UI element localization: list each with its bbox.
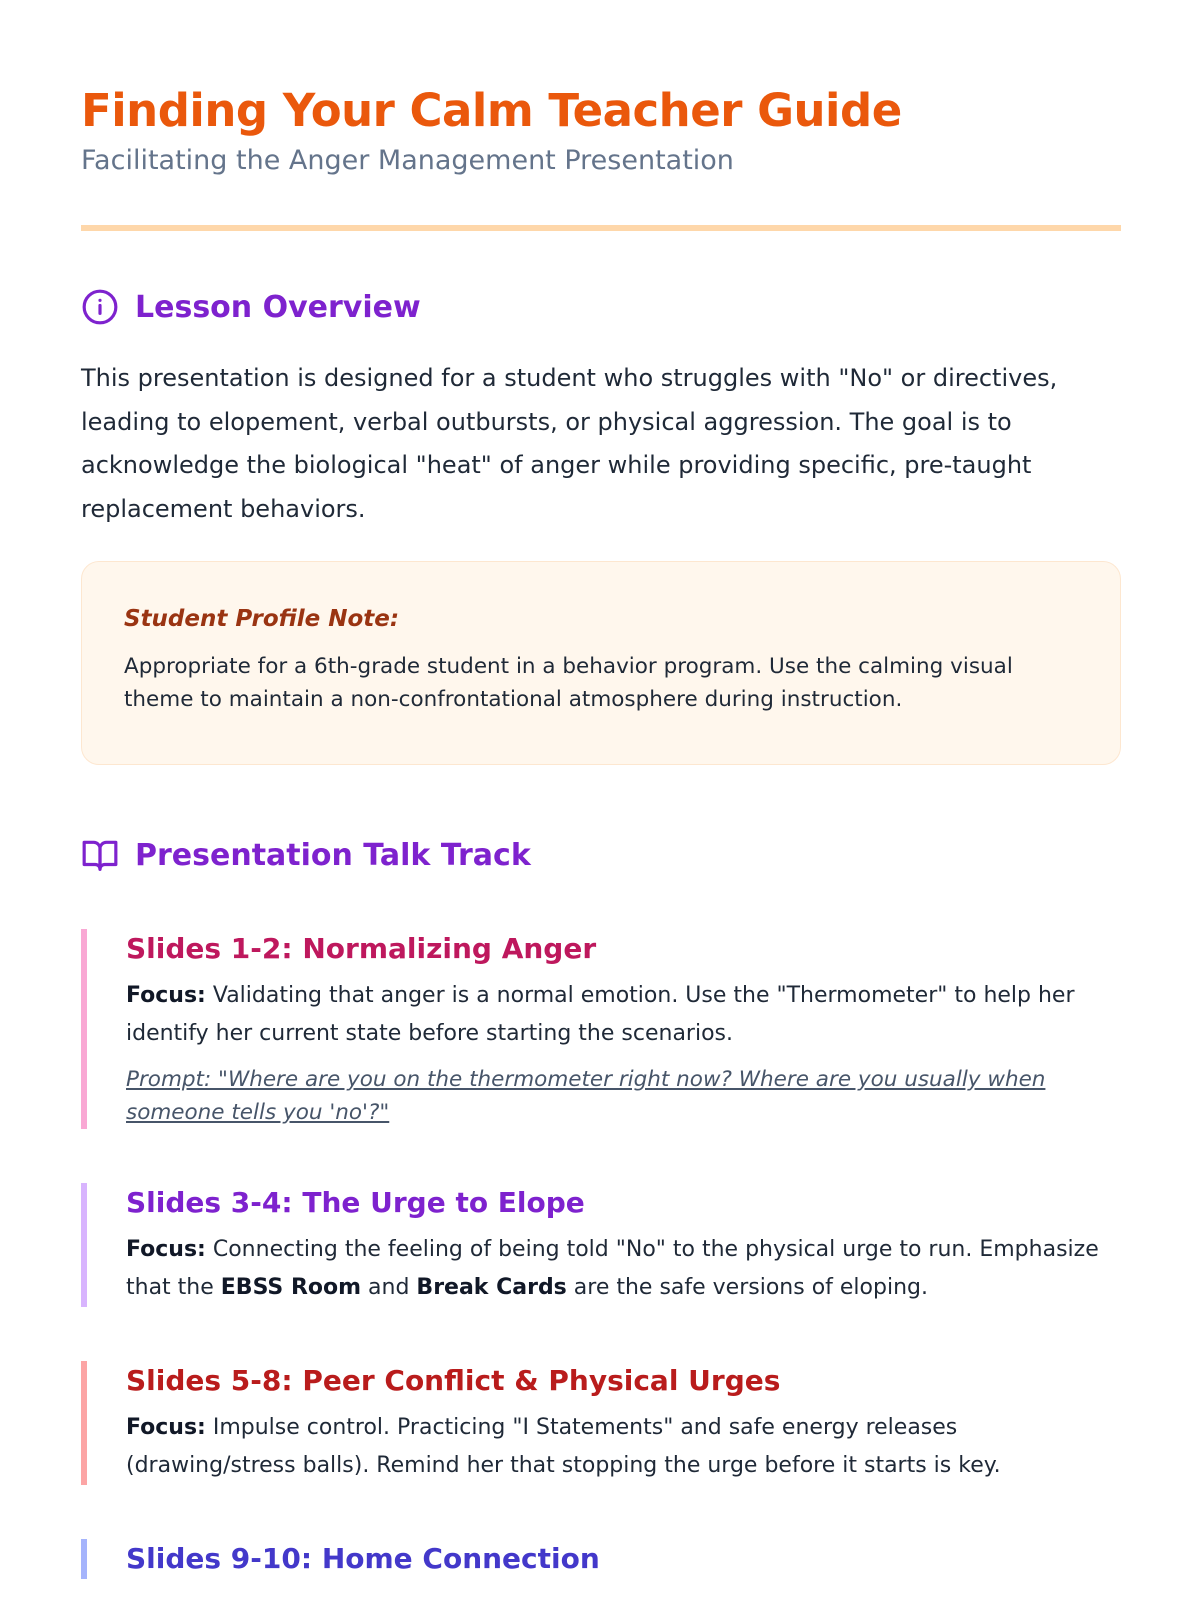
info-circle-icon xyxy=(81,288,119,326)
open-book-icon xyxy=(81,836,119,874)
slide-section-home-connection xyxy=(81,1539,1121,1579)
talk-track-label: Presentation Talk Track xyxy=(135,837,531,873)
lesson-overview-heading xyxy=(81,287,1119,327)
slide-section-urge-to-elope xyxy=(81,1183,1121,1307)
slide-section-peer-conflict xyxy=(81,1361,1121,1485)
focus-text: are the safe versions of eloping. xyxy=(566,1275,928,1300)
focus-text: Connecting the feeling of being told "No" to the physical urge to run. Emphasize that the xyxy=(126,1237,1099,1300)
page-title: Finding Your Calm Teacher Guide xyxy=(81,84,902,137)
ebss-room-term: EBSS Room xyxy=(220,1275,362,1300)
focus-text: Validating that anger is a normal emotion. Use the "Thermometer" to help her identify her current state before starting the scenarios. xyxy=(126,983,1075,1046)
focus-text: Impulse control. Practicing "I Statements" and safe energy releases (drawing/stress balls). Remind her that stopping the urge before it starts is key. xyxy=(126,1415,1001,1478)
focus-label: Focus: xyxy=(126,1237,206,1262)
lesson-overview-label: Lesson Overview xyxy=(135,289,421,325)
focus-label: Focus: xyxy=(126,983,206,1008)
talk-track-heading xyxy=(81,835,1119,875)
page-subtitle: Facilitating the Anger Management Presentation xyxy=(81,145,734,176)
focus-label: Focus: xyxy=(126,1415,206,1440)
slide-accent-bar xyxy=(81,1361,87,1485)
focus-text: and xyxy=(361,1275,417,1300)
slide-accent-bar xyxy=(81,1539,87,1579)
slide-title: Slides 9-10: Home Connection xyxy=(126,1542,600,1575)
slide-title: Slides 1-2: Normalizing Anger xyxy=(126,932,597,965)
profile-note-text: Appropriate for a 6th-grade student in a behavior program. Use the calming visual theme to maintain a non-confrontational atmosphere during instruction. xyxy=(124,654,1013,712)
lesson-overview-text: This presentation is designed for a student who struggles with "No" or directives, leading to elopement, verbal outbursts, or physical aggression. The goal is to acknowledge the biological "heat" of anger while providing specific, pre-taught replacement behaviors. xyxy=(81,364,1058,523)
header-divider xyxy=(81,225,1121,231)
slide-focus xyxy=(126,1409,1121,1485)
slide-accent-bar xyxy=(81,929,87,1129)
slide-prompt: Prompt: "Where are you on the thermometer right now? Where are you usually when someone tells you 'no'?" xyxy=(126,1067,1046,1125)
guide-header xyxy=(81,0,1119,178)
slide-accent-bar xyxy=(81,1183,87,1307)
student-profile-note xyxy=(81,561,1121,765)
slide-focus xyxy=(126,977,1121,1053)
slide-title: Slides 5-8: Peer Conflict & Physical Urges xyxy=(126,1364,781,1397)
break-cards-term: Break Cards xyxy=(416,1275,567,1300)
slide-section-normalizing-anger xyxy=(81,929,1121,1129)
slide-focus xyxy=(126,1231,1121,1307)
slide-title: Slides 3-4: The Urge to Elope xyxy=(126,1186,585,1219)
profile-note-title: Student Profile Note: xyxy=(124,606,400,632)
